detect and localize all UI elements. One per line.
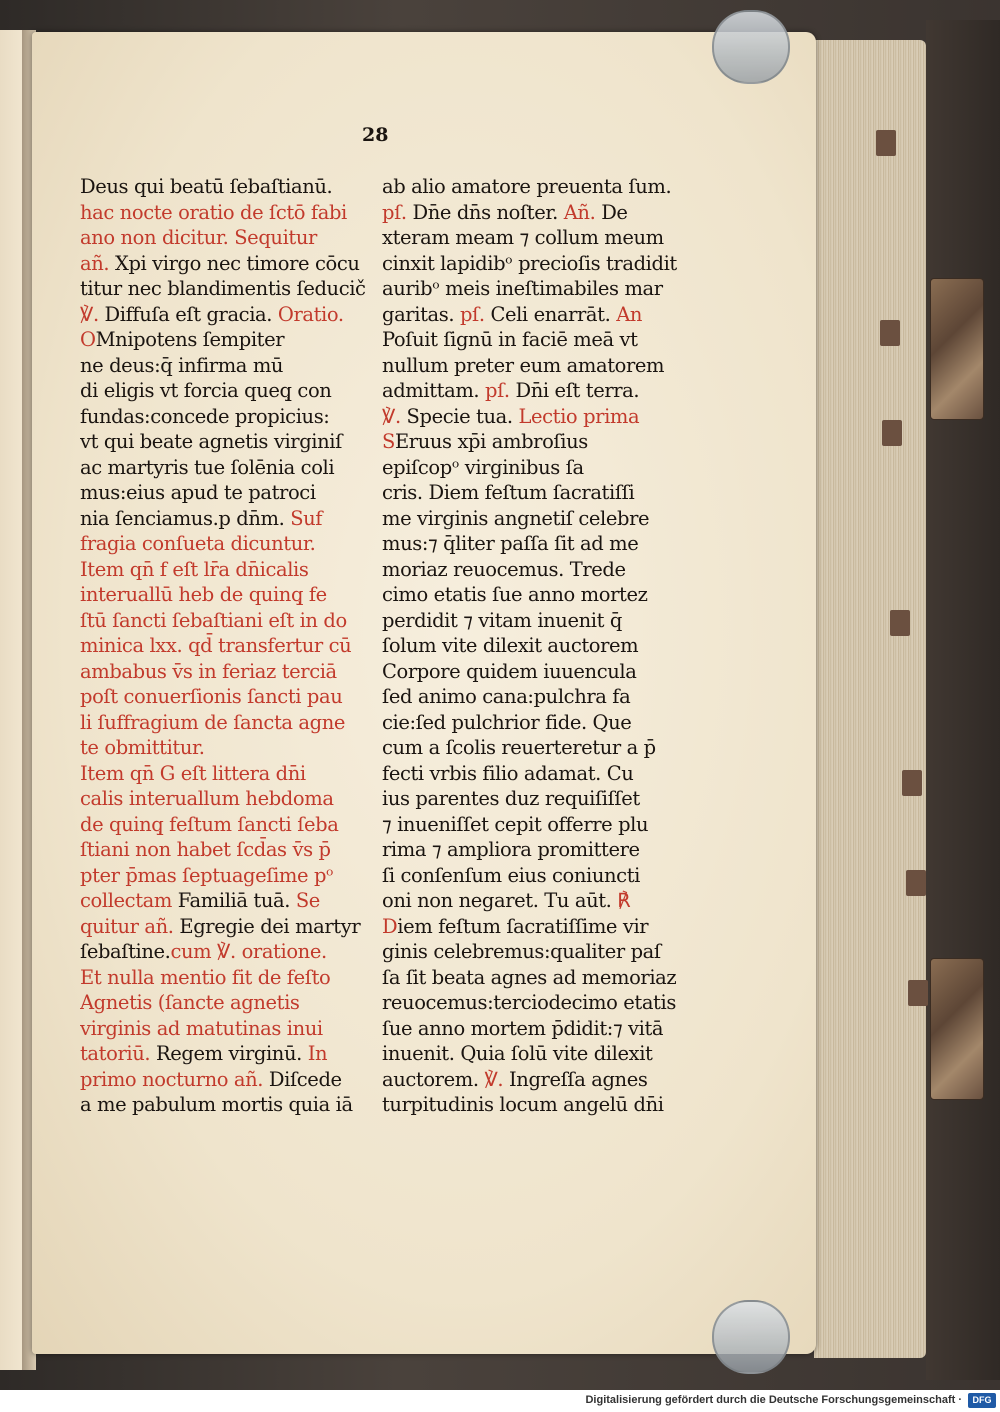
text-segment: Familiā tuā. [177,889,296,912]
rubric-text: Item qn̄ G eſt littera dn̄i [80,761,306,785]
text-segment: ſolum vite dilexit auctorem [382,634,639,657]
rubric-text: poſt conuerſionis ſancti pau [80,685,343,708]
text-line [382,276,678,302]
text-segment: me virginis angnetiſ celebre [382,506,650,530]
text-segment: ab alio amatore preuenta ſum. [382,175,672,198]
text-line [80,812,376,838]
rubric-text: D [382,914,398,938]
rubric-text: Et nulla mentio fit de feſto [80,965,331,989]
text-segment: fundas:concede propicius: [80,404,330,428]
text-segment: Corpore quidem iuuencula [382,659,637,683]
text-line [80,353,376,379]
text-segment: cum a ſcolis reuerteretur a p̄ [382,736,656,759]
text-segment: ⁊ inueniſſet cepit offerre plu [382,812,649,836]
text-line [80,684,376,710]
page-tab [908,980,928,1006]
text-segment: vt qui beate agnetis virginiſ [80,430,342,453]
text-line [382,200,678,226]
rubric-text: Lectio prima [518,404,640,428]
text-line [382,990,678,1016]
text-line [80,1041,376,1067]
text-line [80,710,376,736]
text-line [382,225,678,251]
text-line [80,965,376,991]
rubric-text: ℟ [617,889,631,912]
rubric-text: calis interuallum hebdoma [80,787,334,810]
text-line [382,659,678,685]
text-line [80,735,376,761]
page-tab [906,870,926,896]
text-segment: admittam. [382,379,486,402]
text-line [382,531,678,557]
text-line [80,837,376,863]
text-line [382,404,678,430]
text-line [80,225,376,251]
text-segment: ac martyris tue ſolēnia coli [80,455,335,479]
text-line [80,174,376,200]
text-line [382,837,678,863]
rubric-text: ℣. [80,302,105,326]
text-line [382,684,678,710]
rubric-text: ambabus v̄s in feriaz terciā [80,659,337,683]
text-line [382,327,678,353]
rubric-text: hac nocte oratio de ſctō fabi [80,200,347,224]
text-line [382,812,678,838]
rubric-text: de quinq̧ feſtum ſancti ſeba [80,812,339,836]
text-line [382,353,678,379]
text-line [80,480,376,506]
rubric-text: ℣. [382,404,407,428]
text-line [382,378,678,404]
text-line [382,710,678,736]
text-segment: reuocemus:terciodecimo etatis [382,991,676,1014]
text-segment: Poſuit ſignū in faciē meā vt [382,328,638,351]
text-line [382,1092,678,1118]
text-segment: ſue anno mortem p̄didit:⁊ vitā [382,1016,664,1040]
funding-notice: Digitalisierung gefördert durch die Deutsche Forschungsgemeinschaft · [585,1394,962,1406]
text-line [80,863,376,889]
rubric-text: fragia conſueta dicuntur. [80,532,316,555]
rubric-text: S [382,430,395,453]
text-line [382,455,678,481]
text-segment: Specie tua. [406,404,519,428]
rubric-text: Agnetis (ſancte agnetis [80,991,300,1014]
rubric-text: Oratio. [277,302,344,326]
text-line [382,608,678,634]
page-tab [880,320,900,346]
rubric-text: quitur añ. [80,914,180,938]
text-segment: De [601,200,628,224]
text-line [80,633,376,659]
rubric-text: collectam [80,889,178,912]
text-line [382,863,678,889]
rubric-text: pſ. [382,200,413,224]
rubric-text: cum ℣. oratione. [170,940,327,963]
text-line [80,302,376,328]
text-line [80,761,376,787]
text-segment: titur nec blandimentis ſeducič [80,277,366,300]
text-line [382,480,678,506]
text-segment: auctorem. [382,1067,485,1091]
text-line [382,786,678,812]
rubric-text: Añ. [563,200,602,224]
previous-page-edge [0,30,24,1370]
text-line [80,1092,376,1118]
rubric-text: primo nocturno añ. [80,1067,269,1091]
text-segment: fecti vrbis filio adamat. Cu [382,761,634,785]
text-segment: cris. Diem feſtum ſacratiſſi [382,481,635,504]
text-line [382,557,678,583]
text-line [80,506,376,532]
text-segment: oni non negaret. Tu aūt. [382,889,618,912]
text-line [80,659,376,685]
back-board [926,20,1000,1380]
text-segment: ius parentes duz requiſiſſet [382,787,640,810]
text-segment: auribᵒ meis ineſtimabiles mar [382,277,663,300]
text-line [80,531,376,557]
text-segment: epiſcopᵒ virginibus ſa [382,455,584,479]
text-line [382,1041,678,1067]
rubric-text: pſ. [485,379,516,402]
page-tab [882,420,902,446]
text-line [382,302,678,328]
page-clip-top [712,10,790,84]
text-segment: inuenit. Quia ſolū vite dilexit [382,1042,653,1065]
text-line [382,429,678,455]
text-line [80,608,376,634]
rubric-text: In [307,1042,328,1065]
text-line [382,1016,678,1042]
text-line [80,378,376,404]
page-tab [890,610,910,636]
text-segment: Xpi virgo nec timore cōcu [114,251,360,275]
text-line [382,735,678,761]
text-segment: Regem virginū. [155,1042,308,1065]
rubric-text: ſtū ſancti ſebaſtiani eſt in do [80,608,347,632]
text-line [80,990,376,1016]
text-segment: turpitudinis locum angelū dn̄i [382,1093,664,1116]
text-line [80,1067,376,1093]
text-line [80,557,376,583]
text-line [80,276,376,302]
rubric-text: virginis ad matutinas inui [80,1016,323,1040]
text-line [80,939,376,965]
text-line [80,429,376,455]
text-segment: cimo etatis ſue anno mortez [382,583,648,606]
text-segment: mus:eius apud te patroci [80,481,316,504]
rubric-text: Suf [290,506,323,530]
text-segment: Diffuſa eſt gracia. [104,302,278,326]
rubric-text: pter p̄mas ſeptuageſime pᵒ [80,863,334,887]
rubric-text: interuallū heb de quinq̧ fe [80,583,327,606]
text-line [382,939,678,965]
folio-number: 28 [362,124,389,146]
text-segment: ſed animo cana:pulchra fa [382,685,631,708]
page-clip-bottom [712,1300,790,1374]
text-segment: ſa ſit beata agnes ad memoriaz [382,965,677,989]
text-segment: nullum preter eum amatorem [382,353,665,377]
text-segment: di eligis vt forcia queq̧ con [80,379,332,402]
rubric-text: minica lxx. qd̄ transfertur cū [80,634,352,657]
text-segment: perdidit ⁊ vitam inuenit q̄ [382,608,622,632]
rubric-text: An [616,302,643,326]
text-line [382,633,678,659]
text-segment: Mnipotens ſempiter [95,328,285,351]
page-tab [902,770,922,796]
text-segment: iem feſtum ſacratiſſime vir [397,914,649,938]
text-segment: rima ⁊ ampliora promittere [382,838,640,861]
rubric-text: Se [295,889,320,912]
text-line [80,582,376,608]
text-segment: ſi conſenſum eius coniuncti [382,863,640,887]
footer-bar [0,1390,1000,1412]
left-text-column [80,174,376,1118]
text-segment: Ingreſſa agnes [508,1067,648,1091]
text-segment: Dn̄i eſt terra. [515,379,640,402]
text-line [382,888,678,914]
rubric-text: ℣. [484,1067,509,1091]
upper-clasp [930,278,984,420]
rubric-text: pſ. [459,302,491,326]
rubric-text: ſtiani non habet ſcd̄as v̄s p̄ [80,838,331,861]
rubric-text: te obmittitur. [80,736,205,759]
text-segment: Diſcede [268,1067,342,1091]
rubric-text: Item qn̄ f eſt lr̄a dn̄icalis [80,557,309,581]
text-segment: Celi enarrāt. [490,302,617,326]
text-segment: mus:⁊ q̄liter paſſa ſit ad me [382,532,639,555]
text-line [80,888,376,914]
lower-clasp [930,958,984,1100]
text-line [80,200,376,226]
rubric-text: O [80,328,96,351]
text-segment: Dn̄e dn̄s noſter. [412,200,564,224]
text-line [382,582,678,608]
rubric-text: li ſuffragium de ſancta agne [80,710,346,734]
text-segment: ginis celebremus:qualiter paſ [382,940,661,963]
text-line [80,914,376,940]
text-segment: ſebaſtine. [80,940,171,963]
text-line [382,965,678,991]
text-segment: ne deus:q̄ infirma mū [80,353,284,377]
text-line [80,786,376,812]
text-line [80,404,376,430]
dfg-logo: DFG [968,1393,996,1408]
text-segment: cinxit lapidibᵒ precioſis tradidit [382,251,677,275]
text-line [382,251,678,277]
text-line [382,506,678,532]
text-segment: cie:ſed pulchrior fide. Que [382,710,632,734]
text-line [80,251,376,277]
text-line [80,455,376,481]
text-segment: Eruus xp̄i ambroſius [394,430,588,453]
text-segment: a me pabulum mortis quia iā [80,1093,353,1116]
rubric-text: ano non dicitur. Sequitur [80,226,317,249]
text-line [80,1016,376,1042]
text-segment: nia ſenciamus.p dn̄m. [80,506,291,530]
right-text-column [382,174,678,1118]
page [32,32,816,1354]
page-block-edge [814,40,926,1358]
text-segment: xteram meam ⁊ collum meum [382,226,664,249]
text-segment: Deus qui beatū ſebaſtianū. [80,175,333,198]
text-line [382,761,678,787]
text-line [382,174,678,200]
text-segment: moriaz reuocemus. Trede [382,557,626,581]
rubric-text: añ. [80,251,115,275]
page-tab [876,130,896,156]
text-line [382,914,678,940]
rubric-text: tatoriū. [80,1042,156,1065]
text-segment: garitas. [382,302,460,326]
text-line [80,327,376,353]
text-line [382,1067,678,1093]
text-segment: Egregie dei martyr [179,914,361,938]
